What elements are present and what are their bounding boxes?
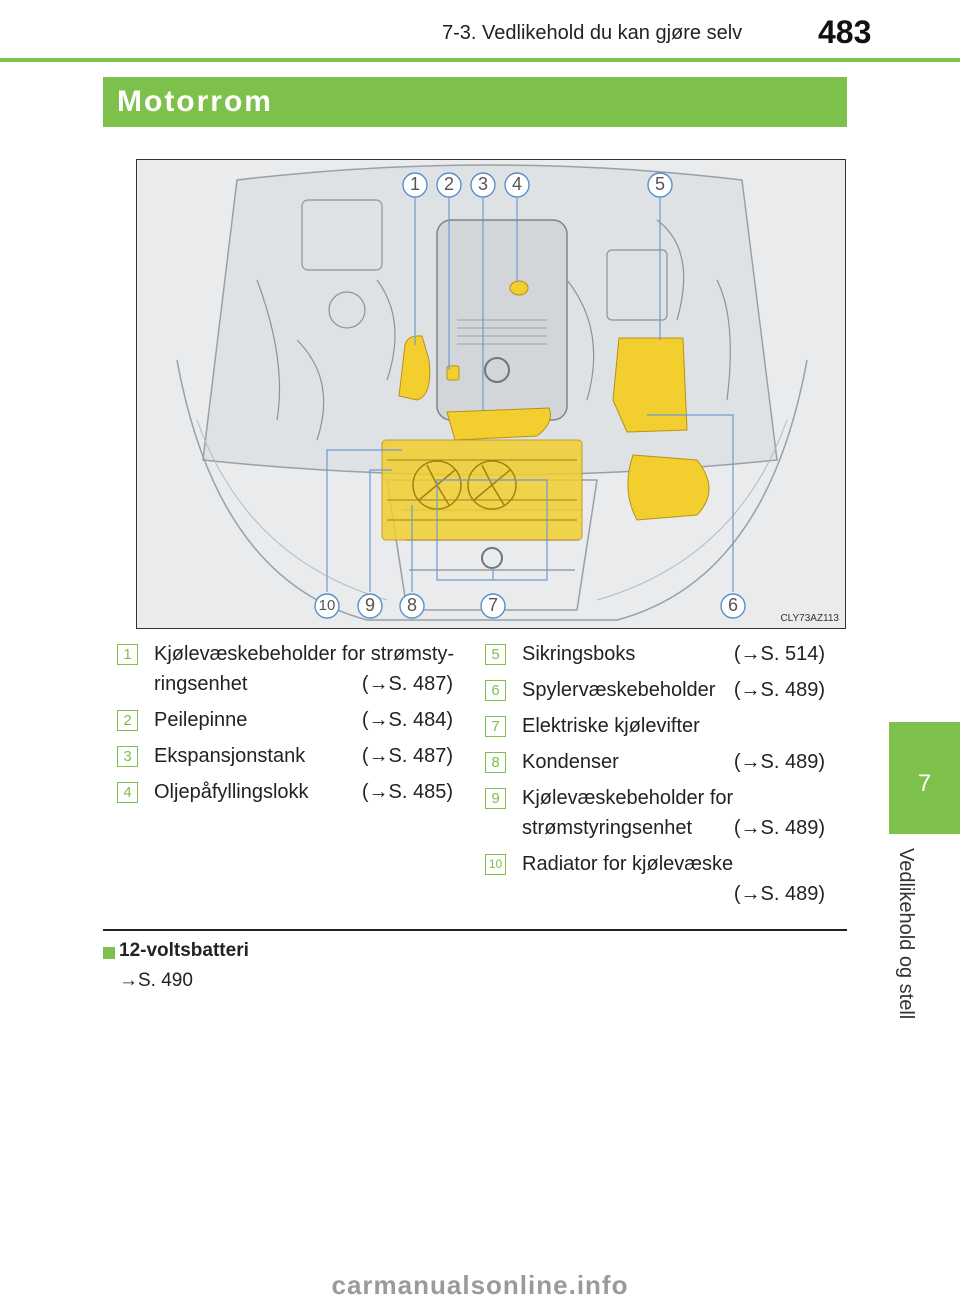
legend-num-4: 4	[117, 782, 138, 803]
callout-5	[647, 172, 673, 198]
legend-ref-10[interactable]: (→S. 489)	[733, 883, 825, 905]
legend-item-4	[117, 776, 463, 810]
legend-num-9: 9	[485, 788, 506, 809]
legend-ref-1[interactable]: (→S. 487)	[361, 673, 453, 695]
legend-ref-4[interactable]: (→S. 485)	[361, 781, 453, 803]
callout-9	[357, 593, 383, 619]
header-section-title: 7-3. Vedlikehold du kan gjøre selv	[442, 22, 743, 44]
legend-num-8: 8	[485, 752, 506, 773]
legend-num-1: 1	[117, 644, 138, 665]
chapter-number: 7	[917, 770, 932, 797]
section-title-bar	[103, 77, 847, 127]
legend-item-1	[117, 638, 463, 704]
page-number: 483	[818, 14, 872, 50]
legend-label-1: Kjølevæskebeholder for strømsty-	[154, 643, 455, 665]
callout-4	[504, 172, 530, 198]
callout-10-label: 10	[318, 597, 336, 614]
figure-code: CLY73AZ113	[780, 613, 839, 624]
legend-item-9	[485, 782, 825, 848]
legend-item-8	[485, 746, 825, 780]
callout-8-label: 8	[406, 595, 417, 615]
callout-9-label: 9	[364, 595, 375, 615]
legend-num-2: 2	[117, 710, 138, 731]
legend-num-5: 5	[485, 644, 506, 665]
legend-label-7: Elektriske kjølevifter	[522, 715, 700, 737]
battery-reference[interactable]: →S. 490	[119, 970, 193, 991]
chapter-title: Vedlikehold og stell	[895, 848, 917, 1020]
callout-6	[720, 593, 746, 619]
callout-1-label: 1	[409, 174, 420, 194]
chapter-side-label	[891, 848, 921, 1018]
legend-ref-9[interactable]: (→S. 489)	[733, 817, 825, 839]
legend-item-6	[485, 674, 825, 708]
legend-item-5	[485, 638, 825, 672]
callout-4-label: 4	[511, 174, 522, 194]
legend-item-7	[485, 710, 825, 744]
legend-label-3: Ekspansjonstank	[154, 745, 306, 767]
legend-num-6: 6	[485, 680, 506, 701]
legend-item-2	[117, 704, 463, 738]
legend-label-9-cont: strømstyringsenhet	[522, 817, 693, 839]
callout-1	[402, 172, 428, 198]
legend-label-1-cont: ringsenhet	[154, 673, 248, 695]
battery-bullet-icon	[103, 947, 115, 959]
watermark: carmanualsonline.info	[331, 1270, 629, 1300]
legend-label-9: Kjølevæskebeholder for	[522, 787, 734, 809]
callout-10	[314, 593, 340, 619]
legend-ref-8[interactable]: (→S. 489)	[733, 751, 825, 773]
header-rule	[0, 58, 960, 62]
engine-bay-figure	[136, 159, 846, 629]
legend-item-10	[485, 848, 825, 914]
callout-2-label: 2	[443, 174, 454, 194]
callout-3-label: 3	[477, 174, 488, 194]
legend-ref-3[interactable]: (→S. 487)	[361, 745, 453, 767]
callout-2	[436, 172, 462, 198]
legend-ref-6[interactable]: (→S. 489)	[733, 679, 825, 701]
legend-label-6: Spylervæskebeholder	[522, 679, 716, 701]
legend-label-8: Kondenser	[522, 751, 619, 773]
callout-5-label: 5	[654, 174, 665, 194]
engine-bay-illustration	[137, 160, 844, 627]
callout-6-label: 6	[727, 595, 738, 615]
callout-7	[480, 593, 506, 619]
legend-label-5: Sikringsboks	[522, 643, 636, 665]
legend-ref-5[interactable]: (→S. 514)	[733, 643, 825, 665]
legend-num-7: 7	[485, 716, 506, 737]
legend-num-3: 3	[117, 746, 138, 767]
section-title: Motorrom	[117, 85, 273, 118]
callout-3	[470, 172, 496, 198]
legend-label-4: Oljepåfyllingslokk	[154, 781, 309, 803]
chapter-tab[interactable]	[889, 722, 960, 834]
legend-label-2: Peilepinne	[154, 709, 248, 731]
legend-num-10: 10	[485, 854, 506, 875]
callout-8	[399, 593, 425, 619]
legend-label-10: Radiator for kjølevæske	[522, 853, 734, 875]
legend-ref-2[interactable]: (→S. 484)	[361, 709, 453, 731]
legend-item-3	[117, 740, 463, 774]
section-divider	[103, 929, 847, 931]
callout-7-label: 7	[487, 595, 498, 615]
battery-heading: 12-voltsbatteri	[119, 940, 249, 961]
